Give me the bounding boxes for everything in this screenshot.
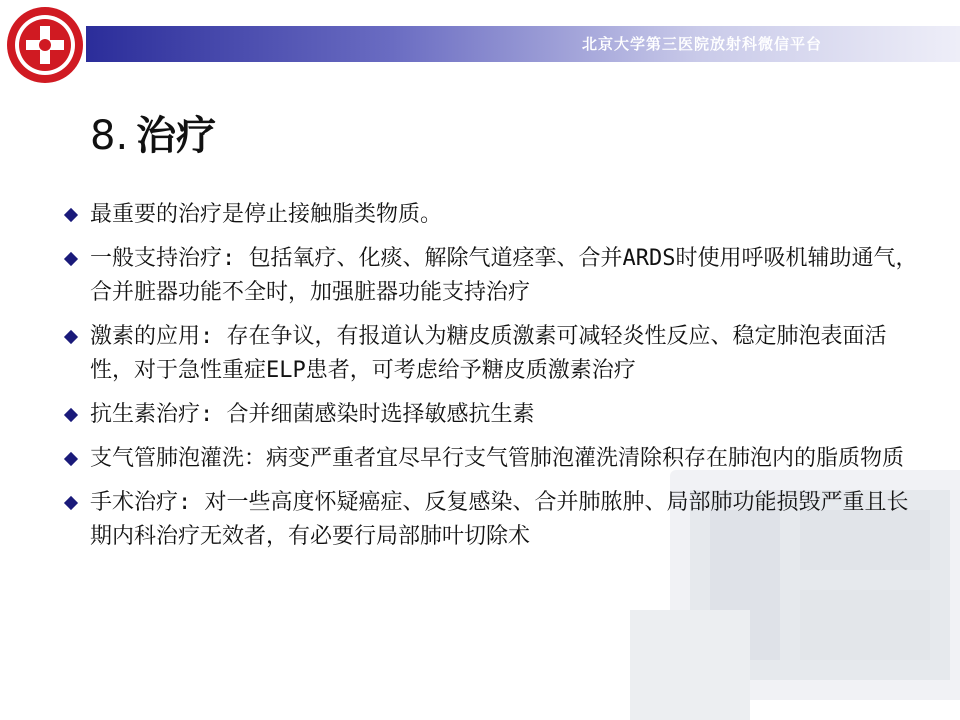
diamond-bullet-icon: [64, 452, 78, 466]
bullet-text: 支气管肺泡灌洗：病变严重者宜尽早行支气管肺泡灌洗清除积存在肺泡内的脂质物质: [90, 446, 905, 471]
bullet-text: 激素的应用: 存在争议，有报道认为糖皮质激素可减轻炎性反应、稳定肺泡表面活性，对于急性重症ELP患者，可考虑给予糖皮质激素治疗: [90, 324, 887, 383]
list-item: [60, 398, 930, 432]
diamond-bullet-icon: [64, 330, 78, 344]
platform-name: 北京大学第三医院放射科微信平台: [581, 35, 822, 53]
diamond-bullet-icon: [64, 408, 78, 422]
bullet-text: 抗生素治疗: 合并细菌感染时选择敏感抗生素: [90, 402, 535, 427]
hospital-seal-logo: [4, 4, 86, 86]
bullet-text: 一般支持治疗: 包括氧疗、化痰、解除气道痉挛、合并ARDS时使用呼吸机辅助通气，合并脏器功能不全时，加强脏器功能支持治疗: [90, 246, 918, 305]
title-number: 8.: [90, 113, 129, 159]
title-text: 治疗: [136, 113, 217, 159]
list-item: [60, 198, 930, 232]
diamond-bullet-icon: [64, 496, 78, 510]
list-item: [60, 320, 930, 388]
header-band: [86, 26, 960, 62]
diamond-bullet-icon: [64, 208, 78, 222]
list-item: [60, 442, 930, 476]
bullet-text: 最重要的治疗是停止接触脂类物质。: [90, 202, 443, 227]
list-item: [60, 242, 930, 310]
diamond-bullet-icon: [64, 252, 78, 266]
slide-title: [90, 104, 216, 161]
list-item: [60, 486, 930, 554]
bullet-text: 手术治疗: 对一些高度怀疑癌症、反复感染、合并肺脓肿、局部肺功能损毁严重且长期内科治疗无效者，有必要行局部肺叶切除术: [90, 490, 909, 549]
bullet-list: [60, 198, 930, 564]
